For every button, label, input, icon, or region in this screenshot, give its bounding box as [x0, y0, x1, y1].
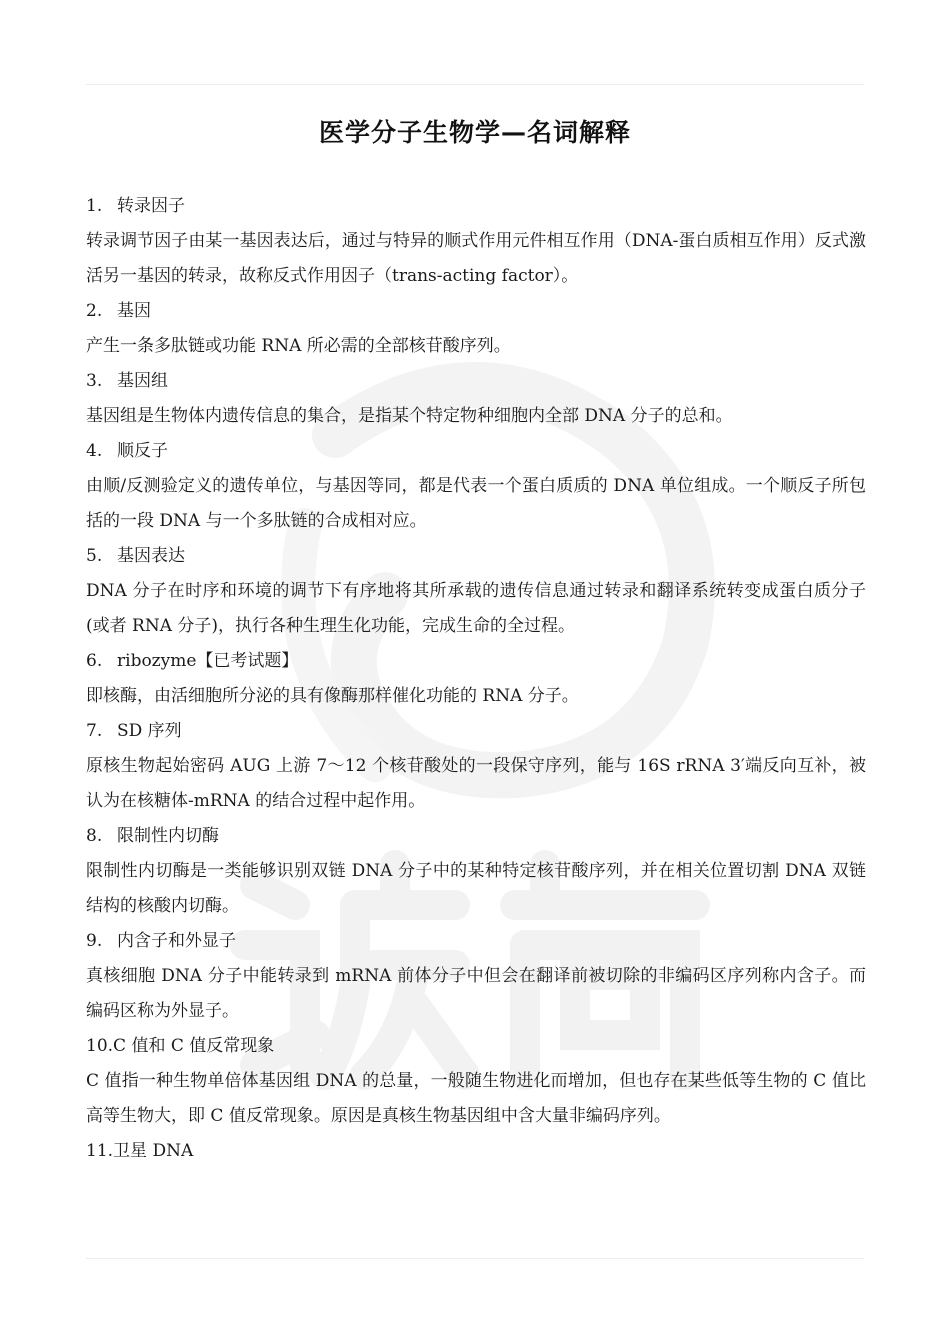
entry-term: [86, 1134, 866, 1169]
entry-term-text: 顺反子: [117, 441, 168, 461]
entry-number: 7.: [86, 721, 103, 741]
entry-term-text: 转录因子: [117, 196, 185, 216]
entry-term-text: 基因组: [117, 371, 168, 391]
glossary-list: [86, 189, 866, 1169]
entry-definition: DNA 分子在时序和环境的调节下有序地将其所承载的遗传信息通过转录和翻译系统转变成蛋白质分子(或者 RNA 分子)，执行各种生理生化功能，完成生命的全过程。: [86, 581, 866, 636]
entry-term-text: 卫星 DNA: [113, 1141, 194, 1161]
entry-number: 6.: [86, 651, 103, 671]
entry-number: 11.: [86, 1141, 114, 1161]
entry-term: [86, 189, 866, 224]
entry-definition: 限制性内切酶是一类能够识别双链 DNA 分子中的某种特定核苷酸序列，并在相关位置切割 DNA 双链结构的核酸内切酶。: [86, 861, 866, 916]
entry-number: 2.: [86, 301, 103, 321]
entry-term: [86, 924, 866, 959]
footer-divider: [86, 1258, 864, 1259]
entry-definition: 原核生物起始密码 AUG 上游 7～12 个核苷酸处的一段保守序列，能与 16S rRNA 3′端反向互补，被认为在核糖体-mRNA 的结合过程中起作用。: [86, 756, 866, 811]
glossary-entry: [86, 1134, 866, 1169]
glossary-entry: [86, 819, 866, 924]
glossary-entry: [86, 189, 866, 294]
entry-term: [86, 644, 866, 679]
glossary-entry: [86, 714, 866, 819]
entry-term: [86, 714, 866, 749]
entry-term-text: 基因: [117, 301, 151, 321]
entry-term: [86, 539, 866, 574]
entry-definition: 真核细胞 DNA 分子中能转录到 mRNA 前体分子中但会在翻译前被切除的非编码区序列称内含子。而编码区称为外显子。: [86, 966, 866, 1021]
entry-term: [86, 364, 866, 399]
glossary-entry: [86, 294, 866, 364]
entry-number: 10.: [86, 1036, 114, 1056]
entry-definition: 转录调节因子由某一基因表达后，通过与特异的顺式作用元件相互作用（DNA-蛋白质相互作用）反式激活另一基因的转录，故称反式作用因子（trans-acting factor）。: [86, 231, 866, 286]
entry-term-text: ribozyme【已考试题】: [117, 651, 299, 671]
glossary-entry: [86, 644, 866, 714]
page-title: 医学分子生物学—名词解释: [318, 118, 631, 147]
header-divider: [86, 84, 864, 85]
glossary-entry: [86, 434, 866, 539]
entry-term: [86, 1029, 866, 1064]
glossary-entry: [86, 924, 866, 1029]
entry-definition: 基因组是生物体内遗传信息的集合，是指某个特定物种细胞内全部 DNA 分子的总和。: [86, 406, 733, 426]
entry-definition: C 值指一种生物单倍体基因组 DNA 的总量，一般随生物进化而增加，但也存在某些低等生物的 C 值比高等生物大，即 C 值反常现象。原因是真核生物基因组中含大量非编码序列。: [86, 1071, 866, 1126]
entry-definition: 由顺/反测验定义的遗传单位，与基因等同，都是代表一个蛋白质质的 DNA 单位组成。一个顺反子所包括的一段 DNA 与一个多肽链的合成相对应。: [86, 476, 866, 531]
glossary-entry: [86, 539, 866, 644]
entry-number: 8.: [86, 826, 103, 846]
entry-term: [86, 294, 866, 329]
entry-number: 4.: [86, 441, 103, 461]
entry-term: [86, 434, 866, 469]
glossary-entry: [86, 1029, 866, 1134]
entry-term-text: SD 序列: [117, 721, 182, 741]
entry-term-text: 内含子和外显子: [117, 931, 236, 951]
entry-term-text: 基因表达: [117, 546, 185, 566]
entry-definition: 即核酶，由活细胞所分泌的具有像酶那样催化功能的 RNA 分子。: [86, 686, 579, 706]
entry-number: 5.: [86, 546, 103, 566]
entry-term-text: 限制性内切酶: [117, 826, 219, 846]
entry-definition: 产生一条多肽链或功能 RNA 所必需的全部核苷酸序列。: [86, 336, 511, 356]
entry-number: 1.: [86, 196, 103, 216]
glossary-entry: [86, 364, 866, 434]
entry-number: 9.: [86, 931, 103, 951]
entry-number: 3.: [86, 371, 103, 391]
entry-term-text: C 值和 C 值反常现象: [113, 1036, 275, 1056]
entry-term: [86, 819, 866, 854]
